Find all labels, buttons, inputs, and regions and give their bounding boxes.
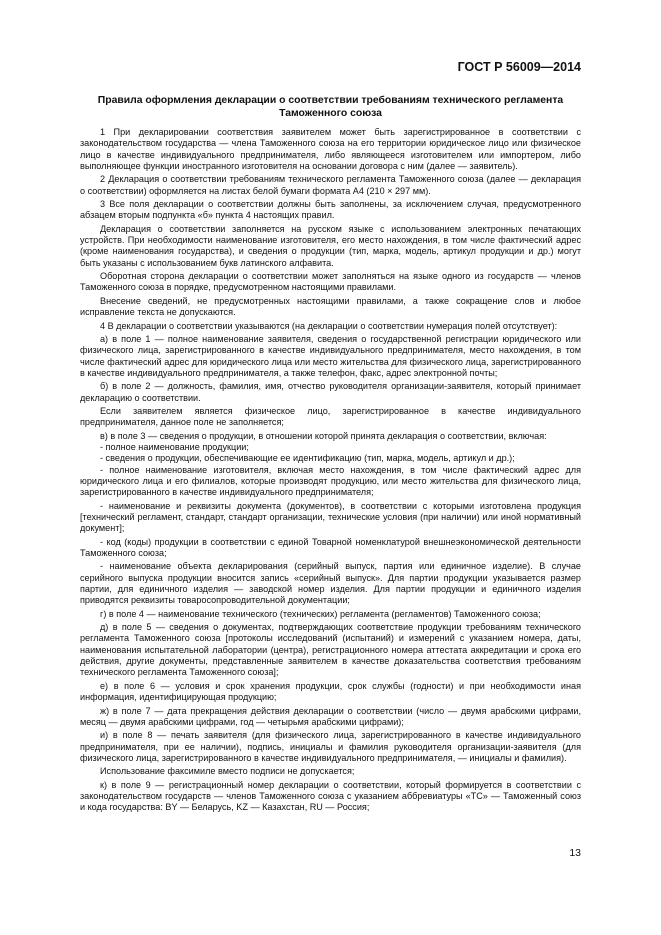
list-item: - код (коды) продукции в соответствии с единой Товарной номенклатурой внешнеэкономической деятельности Таможенного союза; [80, 536, 581, 559]
paragraph: г) в поле 4 — наименование технического (технических) регламента (регламентов) Таможенного союза; [100, 608, 541, 619]
paragraph: к) в поле 9 — регистрационный номер декларации о соответствии, который формируется в соответствии с законодательством государств — членов Таможенного союза с указанием аббревиатуры «ТС» — Таможенный союз и кода государства: BY — Беларусь, KZ — Казахстан, RU — Россия; [80, 779, 581, 813]
paragraph: Использование факсимиле вместо подписи не допускается; [100, 766, 355, 777]
list-item: - полное наименование изготовителя, включая место нахождения, в том числе фактический адрес для юридического лица и его филиалов, которые производят продукцию, или место жительства для физического лица, зарегистрированного в качестве индивидуального предпринимателя; [80, 464, 581, 498]
list-item: - наименование и реквизиты документа (документов), в соответствии с которыми изготовлена продукция [технический регламент, стандарт, стандарт организации, технические условия (при наличии) или иной нормативный документ]; [80, 500, 581, 534]
document-body [80, 127, 581, 814]
paragraph: в) в поле 3 — сведения о продукции, в отношении которой принята декларация о соответствии, включая: [100, 430, 547, 441]
paragraph: д) в поле 5 — сведения о документах, подтверждающих соответствие продукции требованиям технического регламента Таможенного союза [протоколы исследований (испытаний) и измерений с указанием номера, даты, наименования испытательной лаборатории (центра), регистрационного номера аттестата аккредитации и срока его действия, другие документы, представленные заявителем в качестве доказательства соответствия требованиям технического регламента Таможенного союза]; [80, 622, 581, 678]
paragraph: Если заявителем является физическое лицо, зарегистрированное в качестве индивидуального предпринимателя, данное поле не заполняется; [80, 405, 581, 428]
paragraph: Внесение сведений, не предусмотренных настоящими правилами, а также сокращение слов и любое исправление текста не допускаются. [80, 295, 581, 318]
page-number: 13 [569, 847, 581, 859]
paragraph: е) в поле 6 — условия и срок хранения продукции, срок службы (годности) и при необходимости иная информация, идентифицирующая продукцию; [80, 680, 581, 703]
paragraph: 4 В декларации о соответствии указываются (на декларации о соответствии нумерация полей отсутствует): [100, 320, 558, 331]
paragraph: и) в поле 8 — печать заявителя (для физического лица, зарегистрированного в качестве индивидуального предпринимателя, при ее наличии), подпись, инициалы и фамилия руководителя организации-заявителя (для физического лица, зарегистрированного в качестве индивидуального предпринимателя, — инициалы и фамилия). [80, 730, 581, 763]
paragraph: 3 Все поля декларации о соответствии должны быть заполнены, за исключением случая, предусмотренного абзацем вторым подпункта «б» пункта 4 настоящих правил. [80, 199, 581, 221]
paragraph: 1 При декларировании соответствия заявителем может быть зарегистрированное в соответствии с законодательством государства — члена Таможенного союза на его территории юридическое лицо или физическое лицо в качестве индивидуального предпринимателя, либо являющееся изготовителем или импортером, либо выполняющее функции иностранного изготовителя на основании договора с ним (далее — заявитель). [80, 127, 581, 172]
paragraph: Оборотная сторона декларации о соответствии может заполняться на языке одного из государств — членов Таможенного союза в порядке, предусмотренном настоящими правилами. [80, 271, 581, 293]
list-item: - сведения о продукции, обеспечивающие ее идентификацию (тип, марка, модель, артикул и др.); [100, 453, 515, 464]
list-item: - наименование объекта декларирования (серийный выпуск, партия или единичное изделие). В случае серийного выпуска продукции вносится запись «серийный выпуск». Для партии продукции указывается размер партии, для единичного изделия — заводской номер изделия. Для партии продукции и единичного изделия приводятся реквизиты товаросопроводительной документации; [80, 561, 581, 606]
paragraph: ж) в поле 7 — дата прекращения действия декларации о соответствии (число — двумя арабскими цифрами, месяц — двумя арабскими цифрами, год — четырьмя арабскими цифрами); [80, 705, 581, 727]
page-title: Правила оформления декларации о соответствии требованиям технического регламента Таможенного союза [97, 95, 564, 119]
paragraph: а) в поле 1 — полное наименование заявителя, сведения о государственной регистрации юридического или физического лица, зарегистрированного в качестве индивидуального предпринимателя, место нахождения, в том числе фактический адрес для юридического лица или место жительства для физического лица, зарегистрированного в качестве индивидуального предпринимателя, а также телефон, факс, адрес электронной почты; [80, 333, 581, 378]
list-item: - полное наименование продукции; [100, 441, 249, 452]
standard-header: ГОСТ Р 56009—2014 [457, 60, 581, 74]
paragraph: б) в поле 2 — должность, фамилия, имя, отчество руководителя организации-заявителя, который принимает декларацию о соответствии. [80, 381, 581, 403]
paragraph: Декларация о соответствии заполняется на русском языке с использованием электронных печатающих устройств. При необходимости наименование изготовителя, его место нахождения, в том числе фактический адрес (кроме наименования государства), и сведения о продукции (тип, марка, модель, артикул продукции и др.) могут быть указаны с использованием букв латинского алфавита. [80, 223, 581, 268]
paragraph: 2 Декларация о соответствии требованиям технического регламента Таможенного союза (далее — декларация о соответствии) оформляется на листах белой бумаги формата А4 (210 × 297 мм). [80, 174, 581, 196]
